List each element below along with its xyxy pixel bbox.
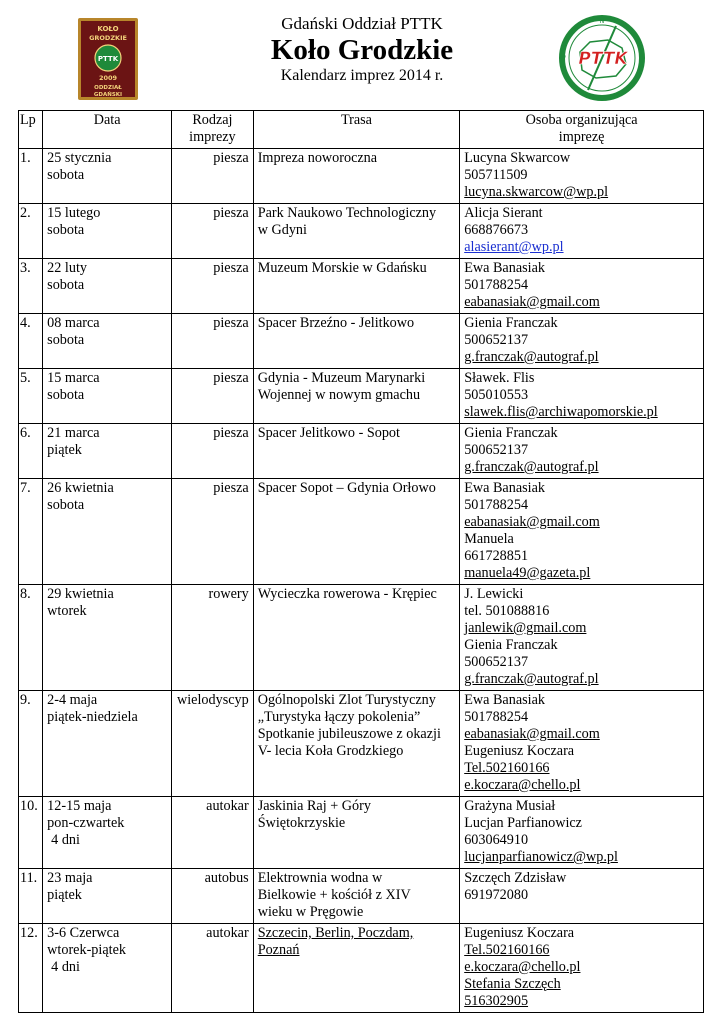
cell-lp: 7. xyxy=(19,479,43,585)
pttk-compass-logo xyxy=(556,12,648,104)
cell-date xyxy=(43,259,172,314)
route-line: Impreza noworoczna xyxy=(257,150,378,166)
cell-organizer xyxy=(460,869,704,924)
cell-organizer xyxy=(460,691,704,797)
organizer-line: Eugeniusz Koczara xyxy=(464,925,575,941)
logo-left-line-4: ODDZIAŁ xyxy=(94,85,122,91)
header-organizer-line: imprezę xyxy=(558,129,605,145)
organizer-email-link[interactable]: e.koczara@chello.pl xyxy=(464,959,581,975)
route-line: Spacer Brzeźno - Jelitkowo xyxy=(257,315,415,331)
table-header-row xyxy=(19,111,704,149)
organizer-line: tel. 501088816 xyxy=(464,603,550,619)
cell-route xyxy=(253,869,460,924)
table-row xyxy=(19,424,704,479)
organizer-line: 501788254 xyxy=(464,709,529,725)
cell-lp: 3. xyxy=(19,259,43,314)
date-line: sobota xyxy=(47,167,85,183)
header-type-line: imprezy xyxy=(189,129,236,145)
organizer-email-link[interactable]: g.franczak@autograf.pl xyxy=(464,459,599,475)
cell-lp: 4. xyxy=(19,314,43,369)
date-line: 25 stycznia xyxy=(47,150,112,166)
date-line: 2-4 maja xyxy=(47,692,98,708)
cell-date xyxy=(43,585,172,691)
cell-event-type: piesza xyxy=(172,259,254,314)
table-row xyxy=(19,259,704,314)
route-line: Wycieczka rowerowa - Krępiec xyxy=(257,586,437,602)
organizer-line: 500652137 xyxy=(464,332,529,348)
route-line: Wojennej w nowym gmachu xyxy=(257,387,421,403)
date-line: sobota xyxy=(47,277,85,293)
cell-event-type: piesza xyxy=(172,424,254,479)
cell-route xyxy=(253,314,460,369)
kolo-grodzkie-logo xyxy=(78,18,138,100)
date-line: wtorek xyxy=(47,603,87,619)
route-line: „Turystyka łączy pokolenia” xyxy=(257,709,421,725)
organizer-email-link[interactable]: eabanasiak@gmail.com xyxy=(464,726,600,742)
organizer-email-link[interactable]: janlewik@gmail.com xyxy=(464,620,587,636)
date-line: 4 dni xyxy=(51,832,80,848)
organizer-line: Sławek. Flis xyxy=(464,370,535,386)
route-line: Elektrownia wodna w xyxy=(257,870,383,886)
cell-lp: 6. xyxy=(19,424,43,479)
organizer-email-link[interactable]: g.franczak@autograf.pl xyxy=(464,349,599,365)
header-organizer xyxy=(460,111,704,149)
date-line: piątek-niedziela xyxy=(47,709,138,725)
cell-lp: 2. xyxy=(19,204,43,259)
cell-organizer xyxy=(460,424,704,479)
calendar-subtitle: Kalendarz imprez 2014 r. xyxy=(280,67,444,84)
date-line: piątek xyxy=(47,442,82,458)
document-header xyxy=(0,0,724,110)
logo-left-emblem-text: PTTK xyxy=(97,55,119,63)
header-organizer-line: Osoba organizująca xyxy=(525,112,638,128)
date-line: 3-6 Czerwca xyxy=(47,925,120,941)
cell-organizer xyxy=(460,314,704,369)
cell-route xyxy=(253,585,460,691)
cell-organizer xyxy=(460,369,704,424)
organizer-email-link[interactable]: manuela49@gazeta.pl xyxy=(464,565,591,581)
cell-event-type: wielodyscyp xyxy=(172,691,254,797)
logo-left-line-1: KOŁO xyxy=(97,25,119,33)
organizer-line: 691972080 xyxy=(464,887,529,903)
date-line: sobota xyxy=(47,387,85,403)
cell-event-type: piesza xyxy=(172,369,254,424)
cell-lp: 1. xyxy=(19,149,43,204)
route-line: Jaskinia Raj + Góry xyxy=(257,798,371,814)
organizer-email-link[interactable]: lucjanparfianowicz@wp.pl xyxy=(464,849,618,865)
organizer-email-link[interactable]: slawek.flis@archiwapomorskie.pl xyxy=(464,404,658,420)
organizer-email-link[interactable]: eabanasiak@gmail.com xyxy=(464,294,600,310)
organizer-line: Szczęch Zdzisław xyxy=(464,870,567,886)
route-line: Spacer Sopot – Gdynia Orłowo xyxy=(257,480,436,496)
organizer-line: J. Lewicki xyxy=(464,586,524,602)
cell-lp: 12. xyxy=(19,924,43,1013)
table-row xyxy=(19,149,704,204)
route-line: Park Naukowo Technologiczny xyxy=(257,205,437,221)
table-row xyxy=(19,924,704,1013)
organizer-line: Gienia Franczak xyxy=(464,425,558,441)
organizer-line: 603064910 xyxy=(464,832,529,848)
date-line: sobota xyxy=(47,497,85,513)
logo-left-line-5: GDAŃSKI xyxy=(93,92,123,98)
table-row xyxy=(19,369,704,424)
cell-organizer xyxy=(460,479,704,585)
organizer-line: Ewa Banasiak xyxy=(464,692,545,708)
organizer-line: 661728851 xyxy=(464,548,529,564)
organizer-line: 501788254 xyxy=(464,277,529,293)
route-line: Muzeum Morskie w Gdańsku xyxy=(257,260,427,276)
route-line: Gdynia - Muzeum Marynarki xyxy=(257,370,426,386)
organizer-line: 516302905 xyxy=(464,993,529,1009)
organizer-line: Lucyna Skwarcow xyxy=(464,150,571,166)
compass-e: E xyxy=(640,55,644,62)
date-line: wtorek-piątek xyxy=(47,942,126,958)
date-line: 22 luty xyxy=(47,260,87,276)
table-row xyxy=(19,869,704,924)
organizer-line: Ewa Banasiak xyxy=(464,480,545,496)
cell-route xyxy=(253,259,460,314)
cell-route xyxy=(253,149,460,204)
cell-route xyxy=(253,204,460,259)
table-row xyxy=(19,479,704,585)
date-line: 29 kwietnia xyxy=(47,586,114,602)
date-line: 15 lutego xyxy=(47,205,101,221)
route-line: Bielkowie + kościół z XIV xyxy=(257,887,411,903)
table-row xyxy=(19,797,704,869)
cell-lp: 11. xyxy=(19,869,43,924)
cell-date xyxy=(43,314,172,369)
route-line: w Gdyni xyxy=(257,222,307,238)
cell-event-type: piesza xyxy=(172,149,254,204)
cell-event-type: autokar xyxy=(172,797,254,869)
date-line: pon-czwartek xyxy=(47,815,125,831)
cell-date xyxy=(43,869,172,924)
logo-left-line-3: 2009 xyxy=(98,74,118,82)
cell-event-type: piesza xyxy=(172,204,254,259)
organization-name: Gdański Oddział PTTK xyxy=(281,14,443,33)
cell-organizer xyxy=(460,259,704,314)
route-line: Spacer Jelitkowo - Sopot xyxy=(257,425,400,441)
date-line: 26 kwietnia xyxy=(47,480,114,496)
cell-lp: 8. xyxy=(19,585,43,691)
route-line: Spotkanie jubileuszowe z okazji xyxy=(257,726,441,742)
date-line: 12-15 maja xyxy=(47,798,112,814)
events-table xyxy=(18,110,704,1013)
cell-route xyxy=(253,924,460,1013)
date-line: 23 maja xyxy=(47,870,93,886)
cell-date xyxy=(43,204,172,259)
organizer-email-link[interactable]: eabanasiak@gmail.com xyxy=(464,514,600,530)
logo-left-line-2: GRODZKIE xyxy=(89,34,127,42)
cell-lp: 5. xyxy=(19,369,43,424)
organizer-line: Alicja Sierant xyxy=(464,205,543,221)
cell-lp: 10. xyxy=(19,797,43,869)
cell-organizer xyxy=(460,204,704,259)
cell-date xyxy=(43,424,172,479)
route-line: Ogólnopolski Zlot Turystyczny xyxy=(257,692,436,708)
compass-s: S xyxy=(600,95,604,102)
cell-date xyxy=(43,479,172,585)
cell-event-type: piesza xyxy=(172,479,254,585)
table-body xyxy=(19,149,704,1013)
organizer-line: Tel.502160166 xyxy=(464,760,550,776)
organizer-line: 505010553 xyxy=(464,387,529,403)
organizer-line: 668876673 xyxy=(464,222,529,238)
organizer-line: Grażyna Musiał xyxy=(464,798,556,814)
compass-w: W xyxy=(560,55,566,62)
cell-organizer xyxy=(460,149,704,204)
cell-date xyxy=(43,691,172,797)
organizer-email-link[interactable]: g.franczak@autograf.pl xyxy=(464,671,599,687)
cell-organizer xyxy=(460,797,704,869)
date-line: sobota xyxy=(47,222,85,238)
route-line: V- lecia Koła Grodzkiego xyxy=(257,743,404,759)
header-date: Data xyxy=(43,111,172,149)
organizer-line: Tel.502160166 xyxy=(464,942,550,958)
organizer-line: 505711509 xyxy=(464,167,528,183)
organizer-email-link[interactable]: lucyna.skwarcow@wp.pl xyxy=(464,184,609,200)
logo-right-text: PTTK xyxy=(578,49,628,69)
organizer-line: Stefania Szczęch xyxy=(464,976,561,992)
date-line: sobota xyxy=(47,332,85,348)
date-line: 21 marca xyxy=(47,425,100,441)
header-lp: Lp xyxy=(19,111,43,149)
cell-lp: 9. xyxy=(19,691,43,797)
date-line: 4 dni xyxy=(51,959,80,975)
cell-organizer xyxy=(460,924,704,1013)
date-line: 15 marca xyxy=(47,370,100,386)
header-route: Trasa xyxy=(253,111,460,149)
organizer-line: Gienia Franczak xyxy=(464,315,558,331)
cell-route xyxy=(253,691,460,797)
organizer-line: 500652137 xyxy=(464,654,529,670)
header-type xyxy=(172,111,254,149)
cell-event-type: autobus xyxy=(172,869,254,924)
title-block xyxy=(180,14,544,85)
header-type-line: Rodzaj xyxy=(192,112,233,128)
cell-date xyxy=(43,149,172,204)
cell-route xyxy=(253,369,460,424)
organizer-email-link[interactable]: e.koczara@chello.pl xyxy=(464,777,581,793)
club-title: Koło Grodzkie xyxy=(270,34,454,66)
cell-event-type: piesza xyxy=(172,314,254,369)
compass-n: N xyxy=(599,18,605,25)
table-row xyxy=(19,691,704,797)
table-row xyxy=(19,204,704,259)
table-row xyxy=(19,585,704,691)
cell-route xyxy=(253,424,460,479)
table-row xyxy=(19,314,704,369)
organizer-line: Ewa Banasiak xyxy=(464,260,545,276)
organizer-line: Gienia Franczak xyxy=(464,637,558,653)
organizer-line: 501788254 xyxy=(464,497,529,513)
organizer-line: 500652137 xyxy=(464,442,529,458)
organizer-line: Lucjan Parfianowicz xyxy=(464,815,582,831)
date-line: piątek xyxy=(47,887,82,903)
cell-event-type: autokar xyxy=(172,924,254,1013)
organizer-email-link[interactable]: alasierant@wp.pl xyxy=(464,239,564,255)
date-line: 08 marca xyxy=(47,315,100,331)
cell-route xyxy=(253,797,460,869)
cell-date xyxy=(43,924,172,1013)
cell-event-type: rowery xyxy=(172,585,254,691)
route-line: wieku w Pręgowie xyxy=(257,904,364,920)
organizer-line: Manuela xyxy=(464,531,514,547)
cell-date xyxy=(43,369,172,424)
cell-date xyxy=(43,797,172,869)
cell-route xyxy=(253,479,460,585)
route-line: Świętokrzyskie xyxy=(257,815,346,831)
cell-organizer xyxy=(460,585,704,691)
route-line: Szczecin, Berlin, Poczdam, xyxy=(257,925,414,941)
organizer-line: Eugeniusz Koczara xyxy=(464,743,575,759)
route-line: Poznań xyxy=(257,942,300,958)
